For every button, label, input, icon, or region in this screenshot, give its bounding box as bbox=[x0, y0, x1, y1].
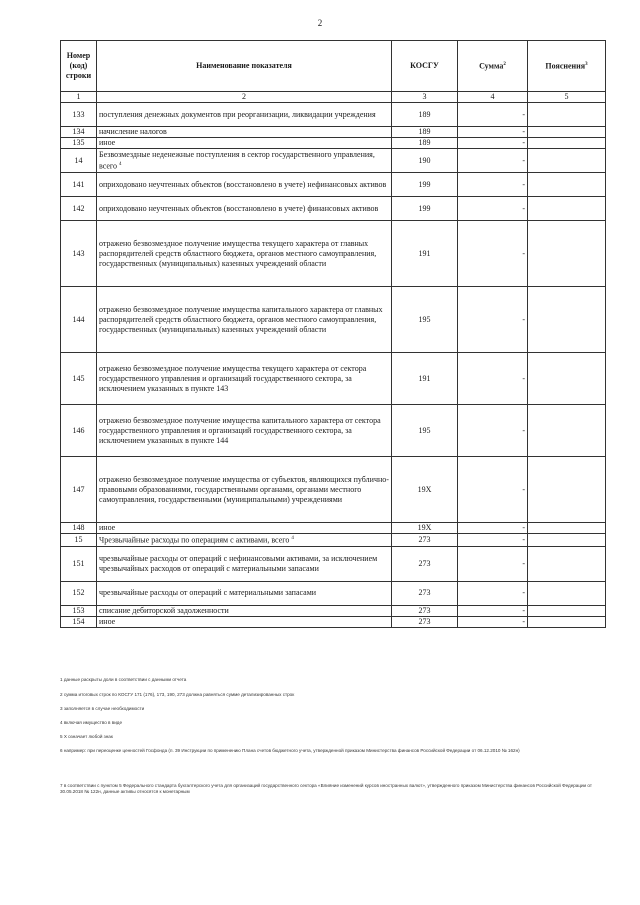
row-code: 152 bbox=[61, 581, 97, 605]
table-row bbox=[61, 138, 606, 149]
row-kosgu: 190 bbox=[392, 149, 458, 173]
table-row bbox=[61, 546, 606, 581]
row-sum: - bbox=[458, 221, 528, 287]
column-number: 2 bbox=[97, 92, 392, 103]
footnote: 2 сумма итоговых строк по КОСГУ 171 (176), 173, 190, 273 должна равняться сумме детализированных строк bbox=[60, 692, 295, 697]
row-kosgu: 199 bbox=[392, 197, 458, 221]
table-row bbox=[61, 534, 606, 547]
header-notes-footnote-mark: 3 bbox=[585, 62, 588, 68]
row-notes bbox=[528, 197, 606, 221]
row-kosgu: 273 bbox=[392, 616, 458, 627]
row-sum: - bbox=[458, 605, 528, 616]
footnote: 7 в соответствии с пунктом 5 Федерального стандарта бухгалтерского учета для организаций государственного сектора «Влияние изменений курсов иностранных валют», утвержденного приказом Министерства финансов Российской Федерации от 30.05.2018 № 122н, данные активы относятся к монетарным bbox=[60, 783, 592, 794]
column-number: 4 bbox=[458, 92, 528, 103]
table-row bbox=[61, 581, 606, 605]
row-name bbox=[97, 173, 392, 197]
row-code: 135 bbox=[61, 138, 97, 149]
row-code: 134 bbox=[61, 127, 97, 138]
row-kosgu: 19Х bbox=[392, 457, 458, 523]
column-number-row bbox=[61, 92, 606, 103]
row-name-text: отражено безвозмездное получение имущества капитального характера от сектора государственного управления и организаций государственного сектора, за исключением указанных в пункте 144 bbox=[99, 415, 381, 445]
row-code: 148 bbox=[61, 523, 97, 534]
row-notes bbox=[528, 138, 606, 149]
footnote: 3 заполняется в случае необходимости bbox=[60, 706, 145, 711]
row-name-text: отражено безвозмездное получение имущества текущего характера от сектора государственного управления и организаций государственного сектора, за исключением указанных в пункте 143 bbox=[99, 363, 367, 393]
row-sum: - bbox=[458, 546, 528, 581]
row-name bbox=[97, 523, 392, 534]
row-name-text: Безвозмездные неденежные поступления в сектор государственного управления, всего bbox=[99, 149, 375, 171]
row-sum: - bbox=[458, 197, 528, 221]
row-sum: - bbox=[458, 353, 528, 405]
row-name-text: начисление налогов bbox=[99, 127, 167, 136]
row-code: 146 bbox=[61, 405, 97, 457]
row-footnote-mark: 4 bbox=[291, 536, 294, 541]
row-kosgu: 273 bbox=[392, 605, 458, 616]
row-kosgu: 273 bbox=[392, 546, 458, 581]
row-kosgu: 191 bbox=[392, 221, 458, 287]
row-code: 147 bbox=[61, 457, 97, 523]
header-sum-footnote-mark: 2 bbox=[503, 62, 506, 68]
column-number: 1 bbox=[61, 92, 97, 103]
row-sum: - bbox=[458, 405, 528, 457]
row-notes bbox=[528, 534, 606, 547]
row-sum: - bbox=[458, 457, 528, 523]
row-name-text: отражено безвозмездное получение имущества от субъектов, являющихся публично-правовыми образованиями, государственными органами, органами местного самоуправления, государственными (муниципальными) учреждениями bbox=[99, 474, 389, 504]
row-name-text: иное bbox=[99, 138, 116, 147]
row-code: 154 bbox=[61, 616, 97, 627]
header-notes bbox=[528, 41, 606, 92]
row-code: 143 bbox=[61, 221, 97, 287]
footnote: 5 Х означает любой знак bbox=[60, 734, 113, 739]
row-name-text: поступления денежных документов при реорганизации, ликвидации учреждения bbox=[99, 109, 376, 119]
row-sum: - bbox=[458, 616, 528, 627]
table-row bbox=[61, 353, 606, 405]
row-kosgu: 199 bbox=[392, 173, 458, 197]
row-name-text: списание дебиторской задолженности bbox=[99, 605, 229, 615]
row-code: 15 bbox=[61, 534, 97, 547]
table-header-row bbox=[61, 41, 606, 92]
row-name-text: Чрезвычайные расходы по операциям с активами, всего bbox=[99, 535, 290, 545]
header-kosgu: КОСГУ bbox=[392, 41, 458, 92]
row-name bbox=[97, 353, 392, 405]
row-kosgu: 189 bbox=[392, 103, 458, 127]
footnote: 6 например: при переоценке ценностей Госфонда (п. 39 Инструкции по применению Плана счетов бюджетного учета, утвержденной приказом Министерства финансов Российской Федерации от 06.12.2010 № 162н) bbox=[60, 748, 520, 753]
row-sum: - bbox=[458, 138, 528, 149]
row-name bbox=[97, 103, 392, 127]
row-name bbox=[97, 581, 392, 605]
header-sum bbox=[458, 41, 528, 92]
row-notes bbox=[528, 287, 606, 353]
footnote: 4 включая имущество в виде bbox=[60, 720, 123, 725]
row-name bbox=[97, 149, 392, 173]
table-row bbox=[61, 173, 606, 197]
table-row bbox=[61, 103, 606, 127]
header-code: Номер (код) строки bbox=[61, 41, 97, 92]
row-kosgu: 273 bbox=[392, 534, 458, 547]
row-notes bbox=[528, 149, 606, 173]
row-notes bbox=[528, 616, 606, 627]
row-notes bbox=[528, 581, 606, 605]
row-code: 151 bbox=[61, 546, 97, 581]
row-name bbox=[97, 605, 392, 616]
row-kosgu: 189 bbox=[392, 138, 458, 149]
row-sum: - bbox=[458, 287, 528, 353]
row-notes bbox=[528, 221, 606, 287]
table-row bbox=[61, 616, 606, 627]
row-kosgu: 195 bbox=[392, 405, 458, 457]
row-name bbox=[97, 127, 392, 138]
row-name bbox=[97, 138, 392, 149]
row-name-text: оприходовано неучтенных объектов (восстановлено в учете) нефинансовых активов bbox=[99, 179, 387, 189]
row-sum: - bbox=[458, 127, 528, 138]
row-name bbox=[97, 197, 392, 221]
row-notes bbox=[528, 103, 606, 127]
page-number: 2 bbox=[317, 18, 323, 28]
row-sum: - bbox=[458, 103, 528, 127]
row-sum: - bbox=[458, 173, 528, 197]
table-row bbox=[61, 287, 606, 353]
row-name bbox=[97, 457, 392, 523]
column-number: 3 bbox=[392, 92, 458, 103]
row-code: 14 bbox=[61, 149, 97, 173]
row-name-text: отражено безвозмездное получение имущества капитального характера от главных распорядителей средств областного бюджета, органов местного самоуправления, государственных (муниципальных) казенных учреждений области bbox=[99, 304, 383, 334]
row-sum: - bbox=[458, 534, 528, 547]
table-row bbox=[61, 523, 606, 534]
row-kosgu: 273 bbox=[392, 581, 458, 605]
row-sum: - bbox=[458, 581, 528, 605]
row-code: 133 bbox=[61, 103, 97, 127]
header-sum-label: Сумма bbox=[479, 61, 504, 71]
table-row bbox=[61, 149, 606, 173]
row-name-text: оприходовано неучтенных объектов (восстановлено в учете) финансовых активов bbox=[99, 203, 379, 213]
row-code: 153 bbox=[61, 605, 97, 616]
row-name-text: чрезвычайные расходы от операций с материальными запасами bbox=[99, 588, 317, 598]
table-row bbox=[61, 127, 606, 138]
row-notes bbox=[528, 457, 606, 523]
row-footnote-mark: 4 bbox=[119, 161, 122, 167]
row-sum: - bbox=[458, 149, 528, 173]
header-name: Наименование показателя bbox=[97, 41, 392, 92]
row-code: 141 bbox=[61, 173, 97, 197]
footnote: 1 данные раскрыты доли в соответствии с данными отчета bbox=[60, 677, 187, 682]
row-name bbox=[97, 287, 392, 353]
row-code: 145 bbox=[61, 353, 97, 405]
table-row bbox=[61, 197, 606, 221]
report-table bbox=[60, 40, 606, 628]
row-kosgu: 189 bbox=[392, 127, 458, 138]
row-kosgu: 195 bbox=[392, 287, 458, 353]
row-notes bbox=[528, 127, 606, 138]
row-kosgu: 19Х bbox=[392, 523, 458, 534]
row-name bbox=[97, 616, 392, 627]
table-row bbox=[61, 221, 606, 287]
row-notes bbox=[528, 173, 606, 197]
row-name bbox=[97, 405, 392, 457]
header-notes-label: Пояснения bbox=[545, 61, 586, 71]
column-number: 5 bbox=[528, 92, 606, 103]
row-name bbox=[97, 221, 392, 287]
row-notes bbox=[528, 353, 606, 405]
row-name-text: чрезвычайные расходы от операций с нефинансовыми активами, за исключением чрезвычайных расходов от операций с материальными запасами bbox=[99, 553, 378, 573]
table-row bbox=[61, 457, 606, 523]
row-name bbox=[97, 534, 392, 547]
row-code: 142 bbox=[61, 197, 97, 221]
row-name-text: иное bbox=[99, 616, 116, 626]
row-code: 144 bbox=[61, 287, 97, 353]
table-row bbox=[61, 605, 606, 616]
table-row bbox=[61, 405, 606, 457]
row-name bbox=[97, 546, 392, 581]
row-name-text: иное bbox=[99, 523, 116, 532]
row-notes bbox=[528, 523, 606, 534]
row-notes bbox=[528, 405, 606, 457]
row-sum: - bbox=[458, 523, 528, 534]
row-notes bbox=[528, 546, 606, 581]
row-name-text: отражено безвозмездное получение имущества текущего характера от главных распорядителей средств областного бюджета, органов местного самоуправления, государственных (муниципальных) казенных учреждений области bbox=[99, 238, 377, 268]
row-notes bbox=[528, 605, 606, 616]
row-kosgu: 191 bbox=[392, 353, 458, 405]
